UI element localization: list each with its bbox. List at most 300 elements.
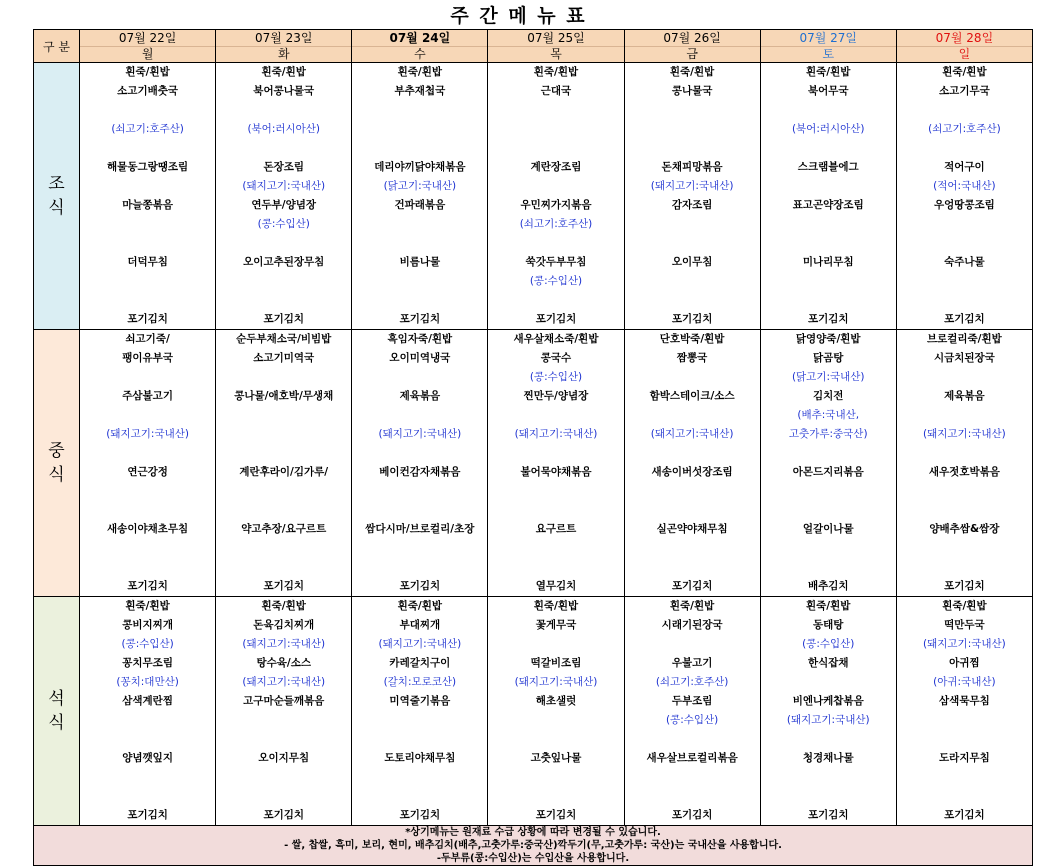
menu-item: 적어구이 xyxy=(944,161,985,173)
note-line: - 쌀, 찹쌀, 흑미, 보리, 현미, 배추김치(배추,고춧가루:중국산)깍두기(무,고춧가루: 국산)는 국내산을 사용합니다. xyxy=(284,840,782,851)
menu-item xyxy=(80,177,215,196)
menu-item xyxy=(216,368,351,387)
menu-item: 불어묵야채볶음 xyxy=(520,466,592,478)
menu-item: 찐만두/양념장 xyxy=(523,390,589,402)
origin-note: (돼지고기:국내산) xyxy=(514,428,598,440)
menu-item: 주삼불고기 xyxy=(122,390,173,402)
dinner-label xyxy=(34,597,80,826)
day-of-week: 금 xyxy=(625,46,760,62)
menu-item: 소고기미역국 xyxy=(253,352,315,364)
menu-item: 오이고추된장무침 xyxy=(243,256,325,268)
menu-item: 흰죽/흰밥 xyxy=(669,600,715,612)
menu-item: 브로컬리죽/흰밥 xyxy=(926,333,1002,345)
menu-item xyxy=(897,558,1032,577)
menu-item: 포기김치 xyxy=(671,313,713,325)
menu-item xyxy=(216,291,351,310)
menu-item xyxy=(216,444,351,463)
menu-item xyxy=(488,234,623,253)
day-date: 07월 26일 xyxy=(663,30,721,45)
menu-item xyxy=(488,139,623,158)
menu-item: 콩비지찌개 xyxy=(122,619,173,631)
menu-item: 우민찌가지볶음 xyxy=(520,199,592,211)
menu-cell xyxy=(80,63,216,330)
menu-item: 포기김치 xyxy=(535,809,577,821)
menu-item xyxy=(897,234,1032,253)
menu-item xyxy=(488,768,623,787)
menu-cell xyxy=(896,63,1032,330)
menu-item xyxy=(625,501,760,520)
menu-item: 탕수육/소스 xyxy=(256,657,312,669)
origin-note: (돼지고기:국내산) xyxy=(923,428,1006,440)
menu-item: 흰죽/흰밥 xyxy=(669,66,715,78)
menu-item xyxy=(897,406,1032,425)
menu-item: 더덕무침 xyxy=(127,256,168,268)
origin-note: (닭고기:국내산) xyxy=(383,180,457,192)
menu-cell xyxy=(352,63,488,330)
menu-item xyxy=(761,539,896,558)
menu-item: 미나리무침 xyxy=(802,256,854,268)
menu-item xyxy=(488,787,623,806)
day-of-week: 목 xyxy=(488,46,623,62)
menu-item: 포기김치 xyxy=(263,809,305,821)
origin-note: (돼지고기:국내산) xyxy=(514,676,598,688)
origin-note: (콩:수입산) xyxy=(529,275,583,287)
menu-item: 포기김치 xyxy=(807,313,849,325)
menu-item xyxy=(625,139,760,158)
menu-item: 흰죽/흰밥 xyxy=(397,66,443,78)
menu-item: 오이지무침 xyxy=(258,752,310,764)
menu-item: 고춧잎나물 xyxy=(530,752,582,764)
menu-item xyxy=(488,482,623,501)
menu-item xyxy=(488,501,623,520)
origin-note: (돼지고기:국내산) xyxy=(786,714,870,726)
menu-item: 양념깻잎지 xyxy=(122,752,173,764)
menu-item xyxy=(897,482,1032,501)
day-header-mon xyxy=(80,30,216,63)
menu-item: 흰죽/흰밥 xyxy=(806,66,851,78)
menu-item xyxy=(352,730,487,749)
origin-note: (돼지고기:국내산) xyxy=(378,638,462,650)
menu-cell xyxy=(216,597,352,826)
menu-item xyxy=(761,272,896,291)
menu-item xyxy=(216,272,351,291)
menu-item: 데리야끼닭야채볶음 xyxy=(374,161,466,173)
menu-item xyxy=(488,291,623,310)
menu-cell xyxy=(760,597,896,826)
origin-note: (북어:러시아산) xyxy=(791,123,865,135)
day-date: 07월 25일 xyxy=(527,30,585,45)
menu-item xyxy=(216,558,351,577)
day-of-week: 수 xyxy=(352,46,487,62)
menu-item: 흰죽/흰밥 xyxy=(397,600,443,612)
menu-item: 동태탕 xyxy=(813,619,844,631)
menu-item: 콩국수 xyxy=(540,352,572,364)
meal-label-char: 석 xyxy=(48,689,65,709)
menu-item xyxy=(625,291,760,310)
menu-item: 배추김치 xyxy=(807,580,849,592)
menu-cell xyxy=(624,597,760,826)
menu-item xyxy=(80,101,215,120)
menu-item: 해물동그랑땡조림 xyxy=(107,161,189,173)
origin-note: (콩:수입산) xyxy=(665,714,719,726)
menu-item xyxy=(761,101,896,120)
note-line: *상기메뉴는 원재료 수급 상황에 따라 변경될 수 있습니다. xyxy=(405,827,661,838)
menu-item xyxy=(897,501,1032,520)
origin-note: (돼지고기:국내산) xyxy=(242,638,326,650)
menu-item xyxy=(352,101,487,120)
menu-item xyxy=(897,787,1032,806)
menu-item xyxy=(352,234,487,253)
menu-item xyxy=(80,768,215,787)
menu-item: 제육볶음 xyxy=(944,390,985,402)
origin-note: (돼지고기:국내산) xyxy=(242,180,326,192)
menu-item xyxy=(625,368,760,387)
menu-item: 소고기무국 xyxy=(939,85,990,97)
menu-item: 건파래볶음 xyxy=(394,199,446,211)
menu-item: 북어무국 xyxy=(807,85,849,97)
menu-item xyxy=(352,368,487,387)
menu-item xyxy=(761,291,896,310)
menu-item xyxy=(897,711,1032,730)
origin-note: (콩:수입산) xyxy=(121,638,174,650)
menu-item: 쇠고기죽/ xyxy=(125,333,170,345)
menu-item: 미역줄기볶음 xyxy=(389,695,451,707)
menu-cell xyxy=(624,63,760,330)
menu-item xyxy=(488,406,623,425)
menu-item xyxy=(761,139,896,158)
menu-item xyxy=(352,120,487,139)
menu-item xyxy=(80,787,215,806)
menu-item: 흰죽/흰밥 xyxy=(533,66,579,78)
menu-item: 콩나물/애호박/무생채 xyxy=(234,390,334,402)
menu-item: 콩나물국 xyxy=(671,85,713,97)
origin-note: (적어:국내산) xyxy=(933,180,996,192)
menu-item: 포기김치 xyxy=(944,580,985,592)
menu-item xyxy=(216,482,351,501)
menu-item xyxy=(80,501,215,520)
notes-box xyxy=(34,826,1033,866)
menu-item: 새송이버섯장조림 xyxy=(651,466,733,478)
menu-item: 흰죽/흰밥 xyxy=(125,66,170,78)
day-of-week: 월 xyxy=(80,46,215,62)
menu-item: 흰죽/흰밥 xyxy=(806,600,851,612)
menu-item: 비엔나케찹볶음 xyxy=(792,695,864,707)
day-header-thu xyxy=(488,30,624,63)
menu-item: 도라지무침 xyxy=(939,752,990,764)
menu-item: 흰죽/흰밥 xyxy=(125,600,170,612)
menu-item: 흰죽/흰밥 xyxy=(942,600,987,612)
notes-row xyxy=(34,826,1033,866)
menu-item: 포기김치 xyxy=(944,809,985,821)
menu-item xyxy=(216,234,351,253)
menu-item: 새우살채소죽/흰밥 xyxy=(513,333,599,345)
menu-item xyxy=(625,787,760,806)
menu-item: 북어콩나물국 xyxy=(253,85,315,97)
origin-note: (쇠고기:호주산) xyxy=(519,218,593,230)
meal-label-char: 조 xyxy=(48,174,65,194)
menu-item xyxy=(216,711,351,730)
menu-item: 새우젓호박볶음 xyxy=(928,466,1000,478)
menu-item: 고구마순들깨볶음 xyxy=(243,695,325,707)
menu-item xyxy=(625,730,760,749)
menu-item: 흰죽/흰밥 xyxy=(942,66,987,78)
menu-cell xyxy=(488,597,624,826)
menu-item xyxy=(352,711,487,730)
menu-item: 단호박죽/흰밥 xyxy=(659,333,725,345)
menu-item xyxy=(625,272,760,291)
dinner-row xyxy=(34,597,1033,826)
menu-item xyxy=(216,101,351,120)
menu-item xyxy=(625,444,760,463)
menu-item: 쑥갓두부무침 xyxy=(525,256,587,268)
menu-item: 흰죽/흰밥 xyxy=(261,600,306,612)
day-of-week: 일 xyxy=(897,46,1032,62)
menu-item xyxy=(897,768,1032,787)
menu-item xyxy=(488,101,623,120)
menu-item xyxy=(897,368,1032,387)
menu-item: 오이미역냉국 xyxy=(389,352,451,364)
menu-item: 새송이야채초무침 xyxy=(107,523,189,535)
menu-item: 포기김치 xyxy=(944,313,985,325)
menu-item xyxy=(216,768,351,787)
menu-item: 떡만두국 xyxy=(944,619,985,631)
menu-item: 약고추장/요구르트 xyxy=(241,523,327,535)
menu-item xyxy=(352,291,487,310)
menu-item xyxy=(80,272,215,291)
menu-item: 돈장조림 xyxy=(263,161,305,173)
menu-item xyxy=(625,406,760,425)
menu-item: 꽁치무조림 xyxy=(122,657,173,669)
menu-item xyxy=(352,558,487,577)
menu-item xyxy=(488,711,623,730)
day-date: 07월 23일 xyxy=(254,30,313,45)
weekly-menu-table xyxy=(33,29,1033,866)
menu-item xyxy=(352,139,487,158)
menu-item: 시금치된장국 xyxy=(933,352,995,364)
breakfast-label xyxy=(34,63,80,330)
menu-item xyxy=(625,482,760,501)
menu-item: 포기김치 xyxy=(127,809,168,821)
menu-item xyxy=(897,215,1032,234)
origin-note: (돼지고기:국내산) xyxy=(650,180,734,192)
menu-item xyxy=(488,177,623,196)
menu-item: 감자조림 xyxy=(671,199,713,211)
day-header-sat xyxy=(760,30,896,63)
menu-item xyxy=(625,120,760,139)
gubun-header: 구 분 xyxy=(34,30,80,63)
day-header-wed xyxy=(352,30,488,63)
origin-note: (쇠고기:호주산) xyxy=(655,676,729,688)
menu-item: 표고곤약장조림 xyxy=(792,199,864,211)
menu-item: 함박스테이크/소스 xyxy=(649,390,735,402)
menu-item: 포기김치 xyxy=(263,580,305,592)
menu-item xyxy=(625,558,760,577)
day-header-sun xyxy=(896,30,1032,63)
menu-item: 마늘쫑볶음 xyxy=(122,199,173,211)
menu-item xyxy=(625,101,760,120)
menu-item xyxy=(488,730,623,749)
menu-cell xyxy=(896,330,1032,597)
menu-item: 비름나물 xyxy=(399,256,441,268)
menu-item: 부대찌개 xyxy=(399,619,441,631)
menu-item: 소고기배춧국 xyxy=(117,85,179,97)
day-date: 07월 24일 xyxy=(389,30,451,45)
menu-item xyxy=(625,539,760,558)
origin-note: 고춧가루:중국산) xyxy=(788,428,868,440)
menu-cell xyxy=(352,597,488,826)
menu-item xyxy=(216,425,351,444)
day-date: 07월 28일 xyxy=(935,30,994,45)
menu-item xyxy=(352,501,487,520)
header-row xyxy=(34,30,1033,63)
menu-item: 실곤약야채무침 xyxy=(656,523,728,535)
menu-item xyxy=(216,730,351,749)
menu-item xyxy=(897,444,1032,463)
menu-item xyxy=(216,406,351,425)
menu-item xyxy=(352,787,487,806)
menu-item xyxy=(80,215,215,234)
menu-item: 흰죽/흰밥 xyxy=(533,600,579,612)
menu-item xyxy=(761,234,896,253)
menu-item xyxy=(761,673,896,692)
menu-item xyxy=(80,482,215,501)
menu-item: 연근강정 xyxy=(127,466,168,478)
menu-item: 쌈다시마/브로컬리/초장 xyxy=(365,523,475,535)
menu-item xyxy=(80,139,215,158)
breakfast-row xyxy=(34,63,1033,330)
meal-label-char: 식 xyxy=(48,465,65,485)
menu-item: 근대국 xyxy=(540,85,572,97)
menu-item xyxy=(352,215,487,234)
menu-cell xyxy=(80,597,216,826)
menu-cell xyxy=(624,330,760,597)
menu-item: 우엉땅콩조림 xyxy=(933,199,995,211)
menu-item: 우불고기 xyxy=(671,657,713,669)
menu-cell xyxy=(760,63,896,330)
menu-item xyxy=(761,177,896,196)
menu-item xyxy=(216,787,351,806)
menu-item xyxy=(761,768,896,787)
day-header-tue xyxy=(216,30,352,63)
page-title: 주 간 메 뉴 표 xyxy=(450,5,587,27)
origin-note: (돼지고기:국내산) xyxy=(650,428,734,440)
menu-item xyxy=(352,406,487,425)
menu-item xyxy=(216,539,351,558)
note-line: -두부류(콩:수입산)는 수입산을 사용합니다. xyxy=(436,853,630,864)
menu-item xyxy=(488,444,623,463)
menu-cell xyxy=(488,330,624,597)
menu-item xyxy=(488,539,623,558)
menu-item: 포기김치 xyxy=(399,313,441,325)
menu-item xyxy=(352,482,487,501)
menu-item: 포기김치 xyxy=(263,313,305,325)
menu-item: 닭영양죽/흰밥 xyxy=(795,333,861,345)
origin-note: (쇠고기:호주산) xyxy=(111,123,184,135)
meal-label-char: 식 xyxy=(48,713,65,733)
menu-item xyxy=(897,139,1032,158)
menu-item: 포기김치 xyxy=(671,809,713,821)
menu-item xyxy=(80,368,215,387)
origin-note: (돼지고기:국내산) xyxy=(106,428,189,440)
menu-item xyxy=(488,635,623,654)
origin-note: (갈치:모로코산) xyxy=(383,676,457,688)
day-of-week: 토 xyxy=(761,46,896,62)
menu-item: 삼색계란찜 xyxy=(122,695,173,707)
menu-item: 아귀찜 xyxy=(949,657,980,669)
menu-item xyxy=(897,730,1032,749)
menu-item: 포기김치 xyxy=(127,580,168,592)
day-date: 07월 27일 xyxy=(799,30,857,45)
menu-item xyxy=(80,291,215,310)
menu-item: 닭곰탕 xyxy=(813,352,844,364)
origin-note: (북어:러시아산) xyxy=(247,123,321,135)
menu-item xyxy=(80,234,215,253)
origin-note: (돼지고기:국내산) xyxy=(378,428,462,440)
menu-cell xyxy=(216,63,352,330)
menu-item: 포기김치 xyxy=(671,580,713,592)
menu-item xyxy=(897,539,1032,558)
meal-label-char: 중 xyxy=(48,441,65,461)
menu-item: 연두부/양념장 xyxy=(251,199,317,211)
menu-item: 돈채피망볶음 xyxy=(661,161,723,173)
menu-cell xyxy=(80,330,216,597)
origin-note: (쇠고기:호주산) xyxy=(928,123,1001,135)
menu-item: 포기김치 xyxy=(399,809,441,821)
menu-item xyxy=(897,291,1032,310)
menu-item: 짬뽕국 xyxy=(676,352,708,364)
menu-item: 제육볶음 xyxy=(399,390,441,402)
menu-item: 카레갈치구이 xyxy=(389,657,451,669)
menu-item: 순두부채소국/비빔밥 xyxy=(236,333,332,345)
menu-item: 얼갈이나물 xyxy=(802,523,854,535)
menu-cell xyxy=(896,597,1032,826)
origin-note: (콩:수입산) xyxy=(257,218,310,230)
origin-note: (꽁치:대만산) xyxy=(116,676,179,688)
menu-item: 팽이유부국 xyxy=(122,352,173,364)
menu-item xyxy=(80,730,215,749)
menu-item xyxy=(352,444,487,463)
menu-item: 김치전 xyxy=(813,390,844,402)
menu-item: 해초샐럿 xyxy=(535,695,577,707)
menu-cell xyxy=(488,63,624,330)
menu-cell xyxy=(352,330,488,597)
menu-item xyxy=(352,768,487,787)
menu-item xyxy=(761,501,896,520)
menu-item xyxy=(488,558,623,577)
menu-item: 숙주나물 xyxy=(944,256,985,268)
menu-item xyxy=(625,215,760,234)
menu-item xyxy=(761,215,896,234)
menu-item: 도토리야채무침 xyxy=(384,752,456,764)
origin-note: (배추:국내산, xyxy=(797,409,860,421)
origin-note: (돼지고기:국내산) xyxy=(923,638,1006,650)
menu-item: 부추재첩국 xyxy=(394,85,446,97)
menu-item: 흰죽/흰밥 xyxy=(261,66,306,78)
day-header-fri xyxy=(624,30,760,63)
origin-note: (아귀:국내산) xyxy=(933,676,996,688)
menu-item: 아몬드지리볶음 xyxy=(792,466,864,478)
menu-cell xyxy=(760,330,896,597)
menu-item: 요구르트 xyxy=(535,523,577,535)
menu-item: 시래기된장국 xyxy=(661,619,723,631)
menu-item: 한식잡채 xyxy=(807,657,849,669)
menu-item: 두부조림 xyxy=(671,695,713,707)
menu-item: 새우살브로컬리볶음 xyxy=(646,752,738,764)
menu-item: 베이컨감자채볶음 xyxy=(379,466,461,478)
menu-item xyxy=(761,787,896,806)
menu-item: 삼색묵무침 xyxy=(939,695,990,707)
menu-item xyxy=(625,234,760,253)
